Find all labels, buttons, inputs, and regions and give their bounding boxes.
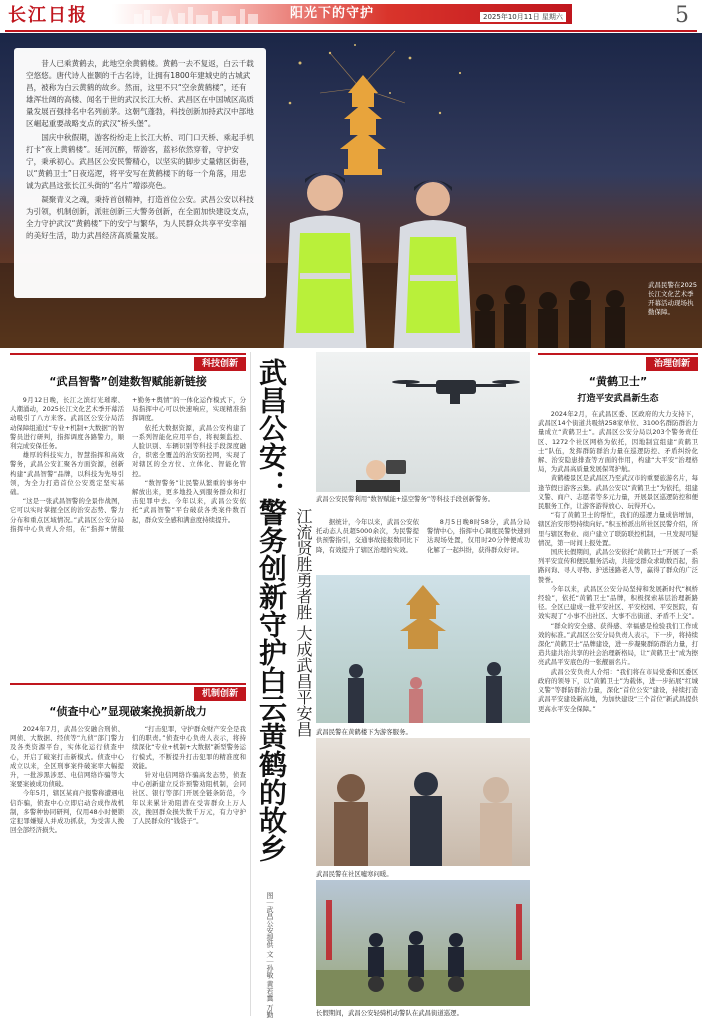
hero-photo-caption: 武昌民警在2025长江文化艺术季开幕活动现场执勤保障。: [648, 281, 698, 316]
body-paragraph: “数智警务”让民警从繁重的事务中解放出来，更多地投入到服务群众和打击犯罪中去。今年以来，武昌公安依托“武昌智警”平台破获各类案件数百起，群众安全感和满意度持续提升。: [132, 478, 246, 524]
crowd-silhouettes: [470, 233, 640, 348]
article-title-tech: “武昌智警”创建数智赋能新链接: [49, 375, 207, 388]
article-title-mechanism: “侦查中心”显现破案挽损新战力: [49, 705, 207, 718]
section-title: 阳光下的守护: [290, 6, 375, 21]
body-paragraph: “这是一张武昌智警的全景作战图，它可以实时掌握全区的治安态势、警力分布和重点区域情况。”武昌区公安分局指挥中心负责人介绍，在“指挥+情报+勤务+舆情”的一体化运作模式下，分局指挥中心可以快速响应，实现精准指挥调度。: [10, 396, 246, 533]
body-paragraph: 针对电信网络诈骗高发态势，侦查中心创新建立反诈预警劝阻机制，会同社区、银行等部门开展全链条防范，今年以来累计劝阻潜在受害群众上万人次，挽回群众损失数千万元，有力守护了人民群众的“钱袋子”。: [132, 771, 246, 826]
intro-paragraph: 昔人已乘黄鹤去，此地空余黄鹤楼。黄鹤一去不复返，白云千载空悠悠。唐代诗人崔颢的千古名诗，让拥有1800年建城史的古城武昌，被称为白云黄鹤的故乡。然而，这里不只“空余黄鹤楼”，还有雄浑壮阔的高楼、闻名于世的武汉长江大桥、武昌区在中国城区高质量发展百强排名中名列前茅。这朝气蓬勃，科技创新加持武汉中部地区崛起重要战略支点的武汉“桥头堡”。: [26, 59, 254, 128]
section-tag: 科技创新: [194, 357, 246, 371]
main-headline: 武昌公安：警务创新守护白云黄鹤的故乡: [255, 358, 288, 862]
body-paragraph: 9月12日晚，长江之滨灯光璀璨、人潮涌动，2025长江文化艺术季开幕活动吸引了八方来客。武昌区公安分局活动保障组通过“专业+机制+大数据”的智警员进行研判，指挥调度各路警力，顺利完成安保任务。: [10, 396, 124, 451]
photo-caption: 武昌民警在社区嘘寒问暖。: [316, 870, 393, 878]
photo-community: [316, 738, 530, 866]
issue-date: 2025年10月11日 星期六: [480, 12, 566, 22]
page-header: [0, 0, 702, 32]
page-number: 5: [675, 3, 689, 28]
patrol-illustration: [316, 880, 530, 1006]
intro-paragraph: 凝聚青义之魂，秉持首创精神，打造首位公安。武昌公安以科技为引领，机制创新，派驻创新三大警务创新，在全面加快建设支点，全力守护武汉“黄鹤楼”下的安宁与繁华，为人民群众共享平安幸福的美好生活，助力武昌经济高质量发展。: [26, 195, 254, 240]
body-paragraph: 2024年2月，在武昌区委、区政府的大力支持下，武昌区14个街道共吸纳258家单位、3100名群防群治力量成立“黄鹤卫士”。武昌区公安分局以203个警务责任区、1272个社区网格为依托，因地制宜组建“黄鹤卫士”队伍，发挥群防群治力量在巡逻防控、矛盾纠纷化解、治安隐患排查等方面的作用，构建“大平安”治理格局，为武昌高质量发展保驾护航。: [538, 410, 698, 474]
section-header-governance: [538, 353, 698, 369]
body-paragraph: “打击犯罪，守护群众财产安全是我们的职责。”侦查中心负责人表示，将持续深化“专业+机制+大数据”新型警务运行模式，不断提升打击犯罪的精准度和效能。: [132, 725, 246, 770]
article-body-governance: [538, 410, 698, 1016]
body-paragraph: 据统计，今年以来，武昌公安依托动态人员超5000余次，为民警提供预警指引，交通事故接报数同比下降，有效提升了辖区治理的实效。: [316, 518, 419, 554]
photo-patrol: [316, 880, 530, 1006]
column-divider: [250, 352, 251, 1016]
intro-text-box: [14, 48, 266, 298]
skyline-icon: [130, 4, 270, 24]
intro-paragraph: 国庆中秋假期，游客纷纷走上长江大桥、司门口天桥、乘起手机打卡“夜上黄鹤楼”。延河沉醉，帮游客，蓝衫依然穿着，守护安宁，秉承初心。武昌区公安民警精心，以坚实的脚步丈量辖区街巷，以“黄鹤卫士”日夜巡逻，将平安写在黄鹤楼下的每一个角落，用忠诚为武昌这张长江头街的“名片”增添亮色。: [26, 133, 254, 190]
section-tag: 机制创新: [194, 687, 246, 701]
section-header-tech: [10, 353, 246, 369]
body-paragraph: 武昌公安负责人介绍：“我们将在市局党委和区委区政府的领导下，以“黄鹤卫士”为载体，进一步拓展“红城义警”等群防群治力量，深化“首位公安”建设，持续打造武昌平安建设新高地，为加快建设“三个首位”新武昌提供更高水平安全保障。”: [538, 667, 698, 713]
section-tag: 治理创新: [646, 357, 698, 371]
photo-caption: 武昌民警在黄鹤楼下为游客服务。: [316, 728, 412, 736]
body-paragraph: 国庆长假期间，武昌公安依托“黄鹤卫士”开展了一系列平安宣传和便民服务活动，共接受群众求助数百起，指路问询、寻人寻物、护送迷路老人等，赢得了群众的广泛赞誉。: [538, 548, 698, 584]
drone-illustration: [316, 352, 530, 492]
body-paragraph: 8月5日晚8时58分，武昌分局警情中心，指挥中心调度民警快速到达现场处置，仅用时20分钟便成功化解了一起纠纷，获得群众好评。: [427, 518, 530, 554]
body-paragraph: 今年以来，武昌区公安分局坚持和发展新时代“枫桥经验”，依托“黄鹤卫士”品牌，积极探索基层治理新路径。全区已建成一批平安社区、平安校园、平安医院，有效实现了“小事不出社区、大事不出街道、矛盾不上交”。: [538, 584, 698, 621]
byline: 图｜武昌公安提供 文｜孙敏 黄若冀 万勤: [266, 892, 274, 1018]
photo-caption: 长假期间，武昌公安轻骑机动警队在武昌街道巡逻。: [316, 1009, 463, 1017]
newspaper-logo: 长江日报: [8, 5, 88, 26]
photo-caption: 武昌公安民警利用“数智赋能+巡空警务”等科技手段创新警务。: [316, 495, 495, 503]
body-paragraph: 雄厚的科技实力，智慧指挥和高效警务，武昌公安汇聚各方面资源，创新构建“武昌智警”品牌，以科技为先导引领，为全力打造首位公安奠定坚实基础。: [10, 451, 124, 497]
article-body-mechanism: [10, 725, 246, 1015]
body-paragraph: “群众的安全感、获得感、幸福感是检验我们工作成效的标准。”武昌区公安分局负责人表示，下一步，将持续深化“黄鹤卫士”品牌建设，进一步凝聚群防群治力量，打造共建共治共享的社会治理新格局，让“黄鹤卫士”成为擦亮武昌平安底色的一张靓丽名片。: [538, 621, 698, 667]
article-subtitle-governance: 打造平安武昌新生态: [577, 394, 659, 404]
header-rule: [5, 30, 697, 32]
sub-headline: 江流贤胜勇者胜 大成武昌平安昌: [294, 508, 313, 738]
body-paragraph: 依托大数据资源，武昌公安构建了一系列智能化应用平台，将视频监控、人脸识别、车辆识别等科技手段深度融合，织密全覆盖的治安防控网，实现了对辖区的全方位、立体化、智能化管控。: [132, 423, 246, 478]
article-body-tech: [10, 396, 246, 676]
community-illustration: [316, 738, 530, 866]
photo-drone: [316, 352, 530, 492]
section-header-mechanism: [10, 683, 246, 699]
body-paragraph: 黄鹤楼景区是武昌区乃至武汉市的重要旅游名片，每逢节假日游客云集。武昌公安以“黄鹤卫士”为依托，组建义警、商户、志愿者等多元力量，开展景区巡逻防控和便民服务工作，让游客游得放心、玩得开心。: [538, 474, 698, 511]
body-paragraph: 2024年7月，武昌公安融合刑侦、网侦、大数据、经侦等“九侦”部门警力及各类资源平台，实体化运行侦查中心，开启了破案打击新模式。侦查中心成立以来，全区刑事案件破案率大幅提升，一批涉黑涉恶、电信网络诈骗等大案要案被成功侦破。: [10, 725, 124, 789]
tower-service-illustration: [316, 575, 530, 723]
article-title-governance: “黄鹤卫士”: [588, 375, 648, 388]
photo-tower-service: [316, 575, 530, 723]
body-paragraph: 今年5月，辖区某商户报警称遭遇电信诈骗，侦查中心立即启动合成作战机制，多警种协同研判，仅用48小时便锁定犯罪嫌疑人并成功抓获，为受害人挽回全部经济损失。: [10, 789, 124, 835]
police-officer-1: [270, 153, 380, 348]
center-article-body: [316, 518, 530, 572]
body-paragraph: “有了黄鹤卫士的帮忙，我们的巡逻力量成倍增加，辖区治安形势持续向好。”积玉桥派出所社区民警介绍，所里与辖区物业、商户建立了联防联控机制，一旦发现可疑情况，第一时间上报处置。: [538, 511, 698, 547]
